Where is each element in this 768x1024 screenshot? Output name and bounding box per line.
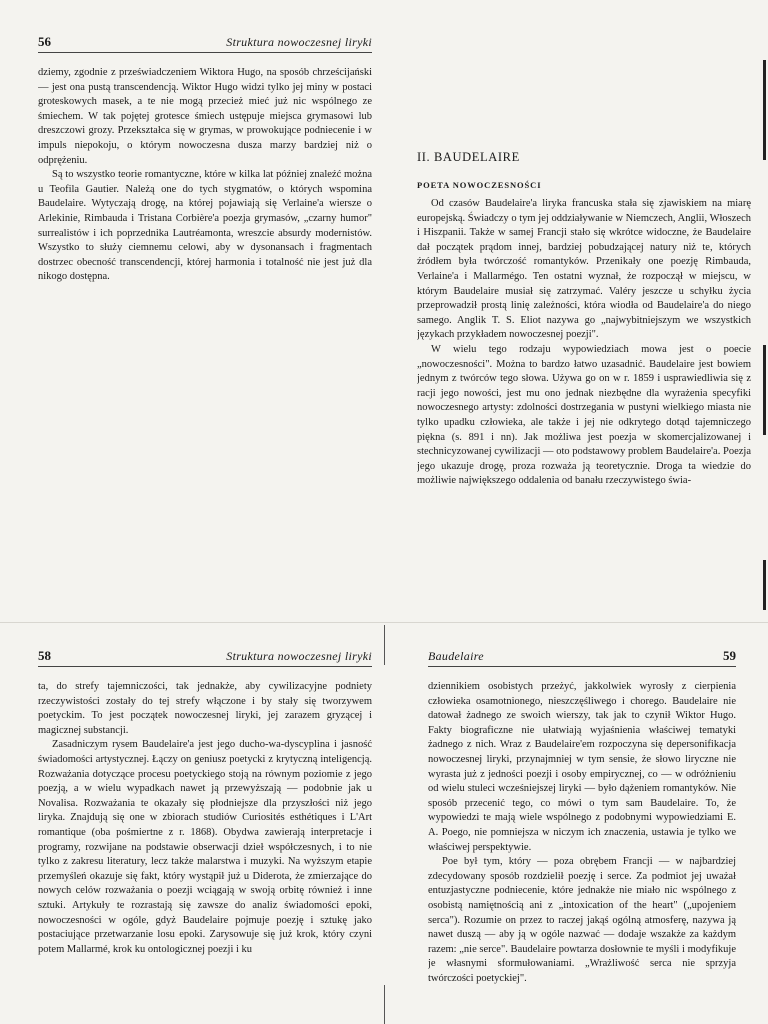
section-title: POETA NOWOCZESNOŚCI (417, 180, 542, 190)
page-number: 58 (38, 648, 51, 663)
spread-divider (0, 622, 768, 623)
paragraph: dziemy, zgodnie z przeświadczeniem Wiktora Hugo, na sposób chrześcijański — jest ona pustą transcendencją. Wiktor Hugo widzi tylko jej miny w postaci groteskowych masek, a te nie mogą przecież mieć już nic wspólnego ze śmiechem. W tak pojętej grotesce śmiech ustępuje miejsca grymasowi lub dreszczowi grozy. Przekształca się w grymas, w prowokujące podniecenie i w impuls niepokoju, o którym nowoczesna dusza marzy bardziej niż o odprężeniu. (38, 67, 372, 166)
gutter-mark (384, 625, 385, 665)
page-57-body (417, 197, 751, 589)
gutter-mark (384, 985, 385, 1024)
scan-edge-mark (763, 560, 766, 610)
page-59-header (428, 648, 736, 667)
paragraph: Poe był tym, który — poza obrębem Francji — w najbardziej zdecydowany sposób rozdzielił poezję i serce. Za podmiot jej uważał entuzjastyczne podniecenie, które jednakże nie miało nic wspólnego z osobistą namiętnością ani z „intoxication of the heart" („upojeniem serca"). Rozumie on przez to raczej jakąś ogólną atmosferę, nazywa ją nawet duszą — aby ją w ogóle nazwać — dodaje wszakże za każdym razem: „nie serce". Baudelaire powtarza dosłownie te myśli i modyfikuje je własnymi sformułowaniami. „Wrażliwość serca nie sprzyja twórczości poetyckiej". (428, 856, 736, 984)
page-56-body (38, 66, 372, 356)
paragraph: dziennikiem osobistych przeżyć, jakkolwiek wyrosły z cierpienia człowieka osamotnionego, nieszczęśliwego i chorego. Baudelaire nie datował żadnego ze swoich wierszy, tak jak to czynił Wiktor Hugo. Fakty biograficzne nie ułatwiają wyjaśnienia właściwej tematyki żadnego z nich. Wraz z Baudelaire'em rozpoczyna się depersonifikacja nowoczesnej liryki, przynajmniej w tym sensie, że słowo liryczne nie wyrasta już z jedności poezji i osoby empirycznej, co — w odróżnieniu od wielu stuleci wcześniejszej liryki — było dążeniem romantyków. Nie sposób przecenić tego, co mówi o tym sam Baudelaire. To, że wypowiedzi te mają wiele wspólnego z podobnymi wypowiedziami E. A. Poego, nie pomniejsza w niczym ich znaczenia, ustawia je tylko we właściwej perspektywie. (428, 681, 736, 853)
chapter-title: II. BAUDELAIRE (417, 150, 520, 164)
paragraph: Od czasów Baudelaire'a liryka francuska stała się zjawiskiem na miarę europejską. Świadczy o tym jej oddziaływanie w Niemczech, Anglii, Włoszech i Hiszpanii. Także w samej Francji stało się wkrótce widoczne, że Baudelaire dał początek prądom innej, bardziej pobudzającej natury niż te, których źródłem była twórczość romantyków. Przenikały one poezję Rimbauda, Verlaine'a i Mallarmégo. Ten ostatni wyznał, że rozpoczął w miejscu, w którym Baudelaire musiał się zatrzymać. Valéry jeszcze u schyłku życia przeprowadził prostą linię zależności, która wiodła od Baudelaire'a do niego samego. Anglik T. S. Eliot nazywa go „najwybitniejszym we wszystkich językach przykładem nowoczesnej poezji". (417, 198, 751, 341)
page-number: 59 (723, 648, 736, 663)
paragraph: Zasadniczym rysem Baudelaire'a jest jego ducho-wa-dyscyplina i jasność świadomości artystycznej. Łączy on geniusz poetycki z krytyczną inteligencją. Rozważania dotyczące procesu poetyckiego stoją na równym poziomie z jego poezją, a w wielu wypadkach nawet ją przewyższają — podobnie jak u Novalisa. Rozważania te okazały się płodniejsze dla przyszłości niż jego liryka. Znajdują się one w zbiorach studiów Curiosités esthétiques i L'Art romantique (oba pośmiertne z r. 1868). Obydwa zawierają interpretacje i programy, rozwijane na podstawie obserwacji dzieł współczesnych, i to nie tylko z zakresu literatury, lecz także malarstwa i muzyki. Na wyższym etapie przemyśleń okazuje się fakt, który wystąpił już u Diderota, że zmierzające do nowych celów rozważania o poezji wciągają w swoją orbitę również i inne sztuki. Artykuły te rozrastają się zawsze do analiz świadomości epoki, nowoczesności w ogóle, gdyż Baudelaire pojmuje poezję i sztukę jako postaciujące przetwarzanie losu epoki. Zarysowuje się już krok, który czyni potem Mallarmé, krok ku ontologicznej poezji i ku (38, 739, 372, 955)
scan-edge-mark (763, 345, 766, 435)
running-head: Struktura nowoczesnej liryki (226, 649, 372, 663)
page-56-header (38, 34, 372, 53)
page-58-body (38, 680, 372, 1024)
page-number: 56 (38, 34, 51, 49)
paragraph: W wielu tego rodzaju wypowiedziach mowa jest o poecie „nowoczesności". Można to bardzo łatwo uzasadnić. Baudelaire jest bowiem jednym z twórców tego słowa. Używa go on w r. 1859 i usprawiedliwia się z racji jego nowości, jest mu ono jednak niezbędne dla wyrażenia specyfiki nowoczesnego artysty: zdolności dostrzegania w pustyni wielkiego miasta nie tylko upadku człowieka, ale także i jej nie odkrytego dotąd tajemniczego piękna (s. 891 i nn). Jak możliwa jest poezja w skomercjalizowanej i stechnicyzowanej cywilizacji — oto podstawowy problem Baudelaire'a. Poezja jego ukazuje drogę, proza rozważa ją teoretycznie. Droga ta wiedzie do możliwie największego oddalenia od banału rzeczywistego świa- (417, 343, 751, 487)
page-58-header (38, 648, 372, 667)
running-head: Baudelaire (428, 649, 484, 663)
scan-edge-mark (763, 60, 766, 160)
paragraph: ta, do strefy tajemniczości, tak jednakże, aby cywilizacyjne podniety rzeczywistości zostały do tej strefy włączone i by stały się tworzywem poetyckim. To jest początek nowoczesnej liryki, jej zarazem gryzącej i magicznej substancji. (38, 681, 372, 736)
paragraph: Są to wszystko teorie romantyczne, które w kilka lat później znaleźć można u Teofila Gautier. Należą one do tych stygmatów, o których wspomina Baudelaire. Wytyczają drogę, na której pojawiają się Verlaine'a wiersze o Arlekinie, Rimbauda i Tristana Corbière'a poezja grymasów, „czarny humor" surrealistów i ich poprzednika Lautréamonta, wreszcie absurdy modernistów. Wszystko to służy ciemnemu celowi, aby w dysonansach i fragmentach dostrzec obecność transcendencji, której harmonia i totalność nie jest już dla nikogo dostępna. (38, 169, 372, 283)
page-59-body (428, 680, 736, 1024)
running-head: Struktura nowoczesnej liryki (226, 35, 372, 49)
